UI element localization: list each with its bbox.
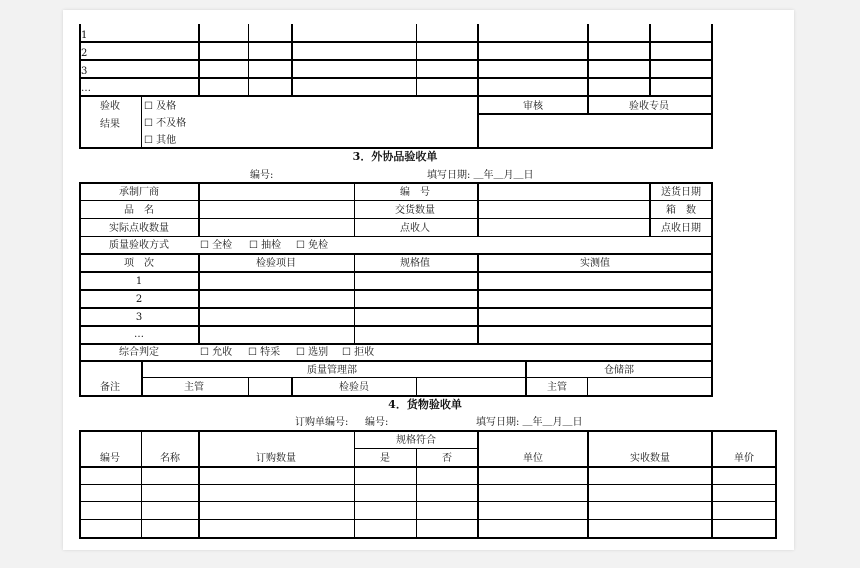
row-label: … [81, 83, 91, 94]
option-label: 不及格 [156, 118, 187, 129]
table-line [416, 377, 417, 397]
table-line [711, 24, 713, 149]
method-checkbox[interactable]: ☐ 免检 [296, 240, 329, 251]
table-line [79, 147, 713, 149]
table-line [79, 200, 713, 201]
table-line [477, 253, 479, 343]
judgment-label: 综合判定 [119, 347, 159, 358]
table-line [79, 59, 713, 61]
table-line [79, 182, 81, 397]
order-no-label: 订购单编号: [295, 417, 349, 428]
table-line [79, 395, 713, 397]
method-checkbox[interactable]: ☐ 抽检 [249, 240, 282, 251]
table-line [477, 182, 479, 236]
warehouse-label: 仓储部 [604, 365, 634, 376]
item-number: … [134, 329, 144, 340]
option-label: 及格 [156, 101, 177, 112]
table-line [79, 484, 777, 485]
method-option: 全检 [212, 240, 233, 251]
table-line [198, 182, 200, 236]
section4-title: 4．货物验收单 [388, 398, 462, 411]
row-label: 1 [81, 30, 88, 41]
table-line [141, 377, 713, 378]
judgment-checkbox[interactable]: ☐ 选别 [296, 347, 329, 358]
table-line [79, 77, 713, 79]
table-line [79, 307, 713, 309]
table-line [79, 537, 777, 539]
column-header: 实收数量 [630, 453, 670, 464]
table-line [354, 253, 355, 343]
method-checkbox[interactable]: ☐ 全检 [200, 240, 233, 251]
table-line [649, 24, 651, 97]
table-line [79, 289, 713, 291]
table-line [248, 24, 249, 97]
fill-date: 填写日期: ＿年＿月＿日 [427, 170, 534, 181]
judgment-checkbox[interactable]: ☐ 特采 [248, 347, 281, 358]
table-line [79, 466, 777, 468]
option-checkbox[interactable]: ☐ 及格 [144, 101, 177, 112]
column-header: 订购数量 [256, 453, 296, 464]
table-line [775, 430, 777, 539]
table-line [198, 24, 200, 97]
judgment-option: 允收 [212, 347, 233, 358]
method-option: 免检 [308, 240, 329, 251]
judgment-checkbox[interactable]: ☐ 允收 [200, 347, 233, 358]
table-line [198, 253, 200, 343]
table-line [711, 182, 713, 397]
delivered-qty-label: 交货数量 [395, 205, 435, 216]
item-number: 1 [135, 276, 143, 287]
check-item-label: 检验项目 [256, 258, 296, 269]
table-line [79, 430, 777, 432]
table-line [79, 430, 81, 539]
judgment-option: 选别 [308, 347, 329, 358]
table-line [477, 24, 479, 149]
table-line [587, 430, 589, 539]
number-label: 编号: [250, 170, 274, 181]
table-line [248, 377, 249, 397]
column-header: 是 [380, 453, 390, 464]
delivery-date-label: 送货日期 [661, 187, 701, 198]
option-label: 其他 [156, 135, 177, 146]
table-line [141, 360, 143, 397]
table-line [79, 343, 713, 345]
spec-match-label: 规格符合 [396, 435, 436, 446]
option-checkbox[interactable]: ☐ 其他 [144, 135, 177, 146]
table-line [587, 377, 588, 397]
remark-label: 备注 [100, 382, 120, 393]
box-count-label: 箱 数 [666, 205, 696, 216]
supervisor-label: 主管 [184, 382, 204, 393]
judgment-option: 拒收 [354, 347, 375, 358]
receive-date-label: 点收日期 [661, 223, 701, 234]
item-number: 3 [135, 312, 143, 323]
judgment-option: 特采 [260, 347, 281, 358]
table-line [79, 41, 713, 43]
table-line [649, 182, 651, 236]
row-label: 2 [81, 48, 88, 59]
table-line [79, 501, 777, 502]
row-label: 3 [81, 66, 88, 77]
supervisor2-label: 主管 [547, 382, 567, 393]
section3-title: 3．外协品验收单 [352, 150, 438, 163]
table-line [587, 24, 589, 115]
review-label: 审核 [523, 101, 543, 112]
receiver-label: 点收人 [400, 223, 430, 234]
table-line [79, 218, 713, 219]
fill-date: 填写日期: ＿年＿月＿日 [476, 417, 583, 428]
table-line [711, 430, 713, 539]
table-line [79, 360, 713, 362]
result-label: 验收 [100, 101, 120, 112]
option-checkbox[interactable]: ☐ 不及格 [144, 118, 187, 129]
result-label: 结果 [100, 119, 120, 130]
inspector-label: 验收专员 [629, 101, 669, 112]
table-line [291, 24, 293, 97]
table-line [198, 430, 200, 539]
measured-label: 实测值 [580, 258, 610, 269]
table-line [416, 448, 417, 539]
column-header: 名称 [160, 453, 180, 464]
table-line [79, 519, 777, 520]
judgment-checkbox[interactable]: ☐ 拒收 [342, 347, 375, 358]
product-name-label: 品 名 [124, 205, 154, 216]
column-header: 单价 [734, 453, 754, 464]
method-label: 质量验收方式 [109, 240, 169, 251]
table-line [354, 182, 355, 236]
column-header: 编号 [100, 453, 120, 464]
table-line [79, 325, 713, 327]
table-line [79, 182, 713, 184]
table-line [354, 430, 355, 539]
table-line [416, 24, 417, 97]
column-header: 否 [442, 453, 452, 464]
table-line [79, 236, 713, 237]
item-label: 项 次 [124, 258, 154, 269]
table-line [141, 430, 142, 539]
method-option: 抽检 [261, 240, 282, 251]
table-line [79, 95, 713, 97]
column-header: 单位 [523, 453, 543, 464]
table-line [79, 271, 713, 273]
supplier-label: 承制厂商 [119, 187, 159, 198]
table-line [525, 360, 527, 397]
spec-label: 规格值 [400, 258, 430, 269]
table-line [79, 253, 713, 255]
actual-qty-label: 实际点收数量 [109, 223, 169, 234]
inspector-label: 检验员 [339, 382, 369, 393]
form-sheet [63, 10, 794, 550]
number-field-label: 编 号 [400, 187, 430, 198]
quality-dept-label: 质量管理部 [307, 365, 357, 376]
item-number: 2 [135, 294, 143, 305]
table-line [291, 377, 293, 397]
number-label: 编号: [365, 417, 389, 428]
table-line [477, 430, 479, 539]
table-line [141, 95, 142, 149]
table-line [478, 113, 713, 115]
